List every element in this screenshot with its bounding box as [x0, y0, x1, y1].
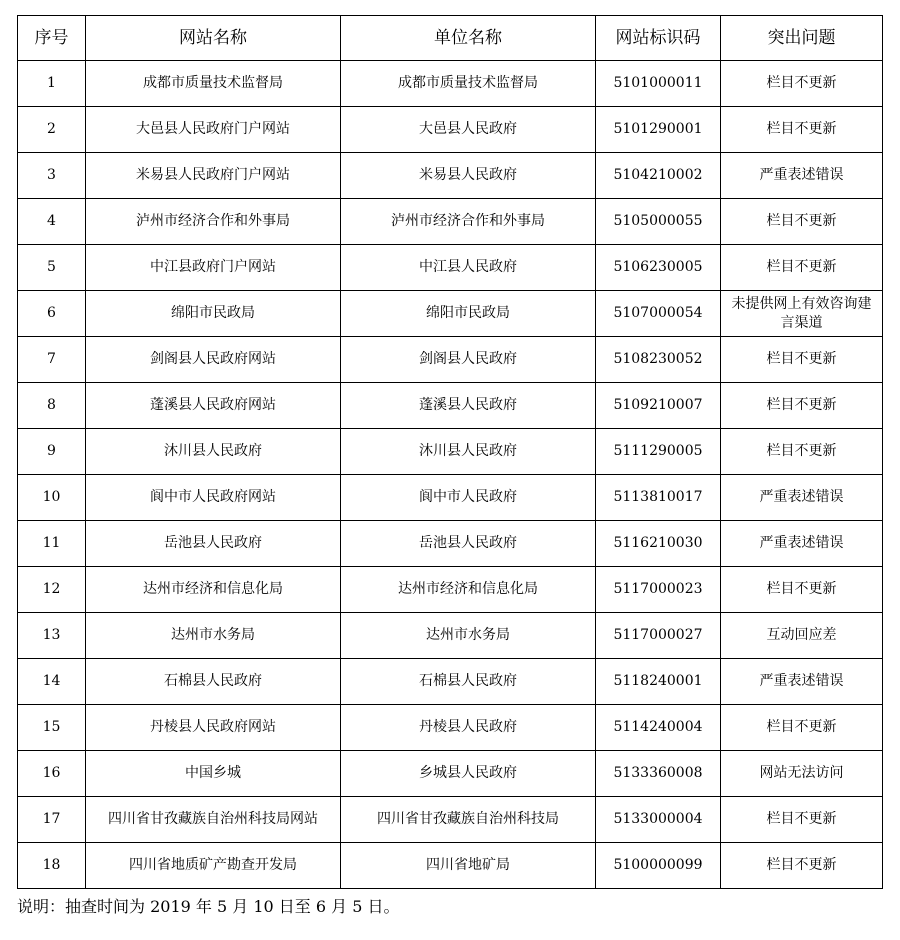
organization-name-cell: 乡城县人民政府 — [341, 751, 596, 797]
serial-number-cell: 13 — [18, 613, 86, 659]
site-code-cell: 5109210007 — [596, 383, 721, 429]
issue-cell: 栏目不更新 — [721, 61, 883, 107]
serial-number-cell: 16 — [18, 751, 86, 797]
issue-cell: 栏目不更新 — [721, 705, 883, 751]
footnote: 说明：抽查时间为 2019 年 5 月 10 日至 6 月 5 日。 — [17, 897, 400, 916]
issue-cell: 栏目不更新 — [721, 199, 883, 245]
organization-name-cell: 阆中市人民政府 — [341, 475, 596, 521]
site-code-cell: 5118240001 — [596, 659, 721, 705]
site-code-cell: 5117000023 — [596, 567, 721, 613]
issue-cell: 栏目不更新 — [721, 245, 883, 291]
serial-number-cell: 3 — [18, 153, 86, 199]
header-serial-number: 序号 — [18, 16, 86, 61]
site-name-cell: 四川省地质矿产勘查开发局 — [86, 843, 341, 889]
table-row — [18, 291, 883, 337]
serial-number-cell: 11 — [18, 521, 86, 567]
site-code-cell: 5108230052 — [596, 337, 721, 383]
organization-name-cell: 中江县人民政府 — [341, 245, 596, 291]
serial-number-cell: 6 — [18, 291, 86, 337]
site-name-cell: 剑阁县人民政府网站 — [86, 337, 341, 383]
site-code-cell: 5101290001 — [596, 107, 721, 153]
issue-cell: 栏目不更新 — [721, 107, 883, 153]
organization-name-cell: 达州市水务局 — [341, 613, 596, 659]
site-name-cell: 中江县政府门户网站 — [86, 245, 341, 291]
serial-number-cell: 4 — [18, 199, 86, 245]
table-row — [18, 153, 883, 199]
serial-number-cell: 9 — [18, 429, 86, 475]
serial-number-cell: 10 — [18, 475, 86, 521]
site-name-cell: 米易县人民政府门户网站 — [86, 153, 341, 199]
site-name-cell: 绵阳市民政局 — [86, 291, 341, 337]
issue-cell: 互动回应差 — [721, 613, 883, 659]
site-code-cell: 5113810017 — [596, 475, 721, 521]
site-name-cell: 岳池县人民政府 — [86, 521, 341, 567]
serial-number-cell: 15 — [18, 705, 86, 751]
site-name-cell: 四川省甘孜藏族自治州科技局网站 — [86, 797, 341, 843]
header-site-name: 网站名称 — [86, 16, 341, 61]
issue-cell: 栏目不更新 — [721, 797, 883, 843]
issue-cell: 栏目不更新 — [721, 337, 883, 383]
serial-number-cell: 1 — [18, 61, 86, 107]
table-row — [18, 383, 883, 429]
organization-name-cell: 成都市质量技术监督局 — [341, 61, 596, 107]
serial-number-cell: 17 — [18, 797, 86, 843]
site-name-cell: 中国乡城 — [86, 751, 341, 797]
serial-number-cell: 2 — [18, 107, 86, 153]
header-site-code: 网站标识码 — [596, 16, 721, 61]
issue-cell: 严重表述错误 — [721, 659, 883, 705]
site-name-cell: 大邑县人民政府门户网站 — [86, 107, 341, 153]
site-code-cell: 5111290005 — [596, 429, 721, 475]
organization-name-cell: 岳池县人民政府 — [341, 521, 596, 567]
organization-name-cell: 大邑县人民政府 — [341, 107, 596, 153]
organization-name-cell: 石棉县人民政府 — [341, 659, 596, 705]
issue-cell: 栏目不更新 — [721, 429, 883, 475]
table-header-row — [18, 16, 883, 61]
site-code-cell: 5133360008 — [596, 751, 721, 797]
organization-name-cell: 四川省甘孜藏族自治州科技局 — [341, 797, 596, 843]
table-row — [18, 613, 883, 659]
site-code-cell: 5117000027 — [596, 613, 721, 659]
table-row — [18, 797, 883, 843]
organization-name-cell: 泸州市经济合作和外事局 — [341, 199, 596, 245]
site-code-cell: 5101000011 — [596, 61, 721, 107]
issue-cell: 栏目不更新 — [721, 567, 883, 613]
table-row — [18, 521, 883, 567]
table-row — [18, 337, 883, 383]
issue-cell: 栏目不更新 — [721, 843, 883, 889]
organization-name-cell: 米易县人民政府 — [341, 153, 596, 199]
table-row — [18, 659, 883, 705]
table-row — [18, 475, 883, 521]
serial-number-cell: 8 — [18, 383, 86, 429]
table-body — [18, 61, 883, 889]
table-row — [18, 199, 883, 245]
organization-name-cell: 丹棱县人民政府 — [341, 705, 596, 751]
serial-number-cell: 12 — [18, 567, 86, 613]
site-name-cell: 石棉县人民政府 — [86, 659, 341, 705]
site-code-cell: 5105000055 — [596, 199, 721, 245]
site-code-cell: 5107000054 — [596, 291, 721, 337]
serial-number-cell: 18 — [18, 843, 86, 889]
site-name-cell: 阆中市人民政府网站 — [86, 475, 341, 521]
serial-number-cell: 5 — [18, 245, 86, 291]
organization-name-cell: 绵阳市民政局 — [341, 291, 596, 337]
organization-name-cell: 剑阁县人民政府 — [341, 337, 596, 383]
serial-number-cell: 14 — [18, 659, 86, 705]
table-row — [18, 61, 883, 107]
site-name-cell: 成都市质量技术监督局 — [86, 61, 341, 107]
site-name-cell: 沐川县人民政府 — [86, 429, 341, 475]
site-name-cell: 丹棱县人民政府网站 — [86, 705, 341, 751]
issue-cell: 严重表述错误 — [721, 521, 883, 567]
site-code-cell: 5116210030 — [596, 521, 721, 567]
site-code-cell: 5106230005 — [596, 245, 721, 291]
inspection-results-table — [17, 15, 883, 889]
table-row — [18, 245, 883, 291]
site-code-cell: 5133000004 — [596, 797, 721, 843]
issue-cell: 网站无法访问 — [721, 751, 883, 797]
table-row — [18, 751, 883, 797]
site-code-cell: 5104210002 — [596, 153, 721, 199]
site-code-cell: 5114240004 — [596, 705, 721, 751]
organization-name-cell: 沐川县人民政府 — [341, 429, 596, 475]
issue-cell: 严重表述错误 — [721, 153, 883, 199]
site-name-cell: 达州市经济和信息化局 — [86, 567, 341, 613]
issue-cell: 未提供网上有效咨询建言渠道 — [721, 291, 883, 337]
header-main-issue: 突出问题 — [721, 16, 883, 61]
table-row — [18, 107, 883, 153]
header-organization-name: 单位名称 — [341, 16, 596, 61]
serial-number-cell: 7 — [18, 337, 86, 383]
organization-name-cell: 蓬溪县人民政府 — [341, 383, 596, 429]
site-name-cell: 达州市水务局 — [86, 613, 341, 659]
site-code-cell: 5100000099 — [596, 843, 721, 889]
table-row — [18, 567, 883, 613]
organization-name-cell: 达州市经济和信息化局 — [341, 567, 596, 613]
issue-cell: 严重表述错误 — [721, 475, 883, 521]
table-row — [18, 429, 883, 475]
organization-name-cell: 四川省地矿局 — [341, 843, 596, 889]
site-name-cell: 蓬溪县人民政府网站 — [86, 383, 341, 429]
issue-cell: 栏目不更新 — [721, 383, 883, 429]
site-name-cell: 泸州市经济合作和外事局 — [86, 199, 341, 245]
table-row — [18, 705, 883, 751]
table-row — [18, 843, 883, 889]
